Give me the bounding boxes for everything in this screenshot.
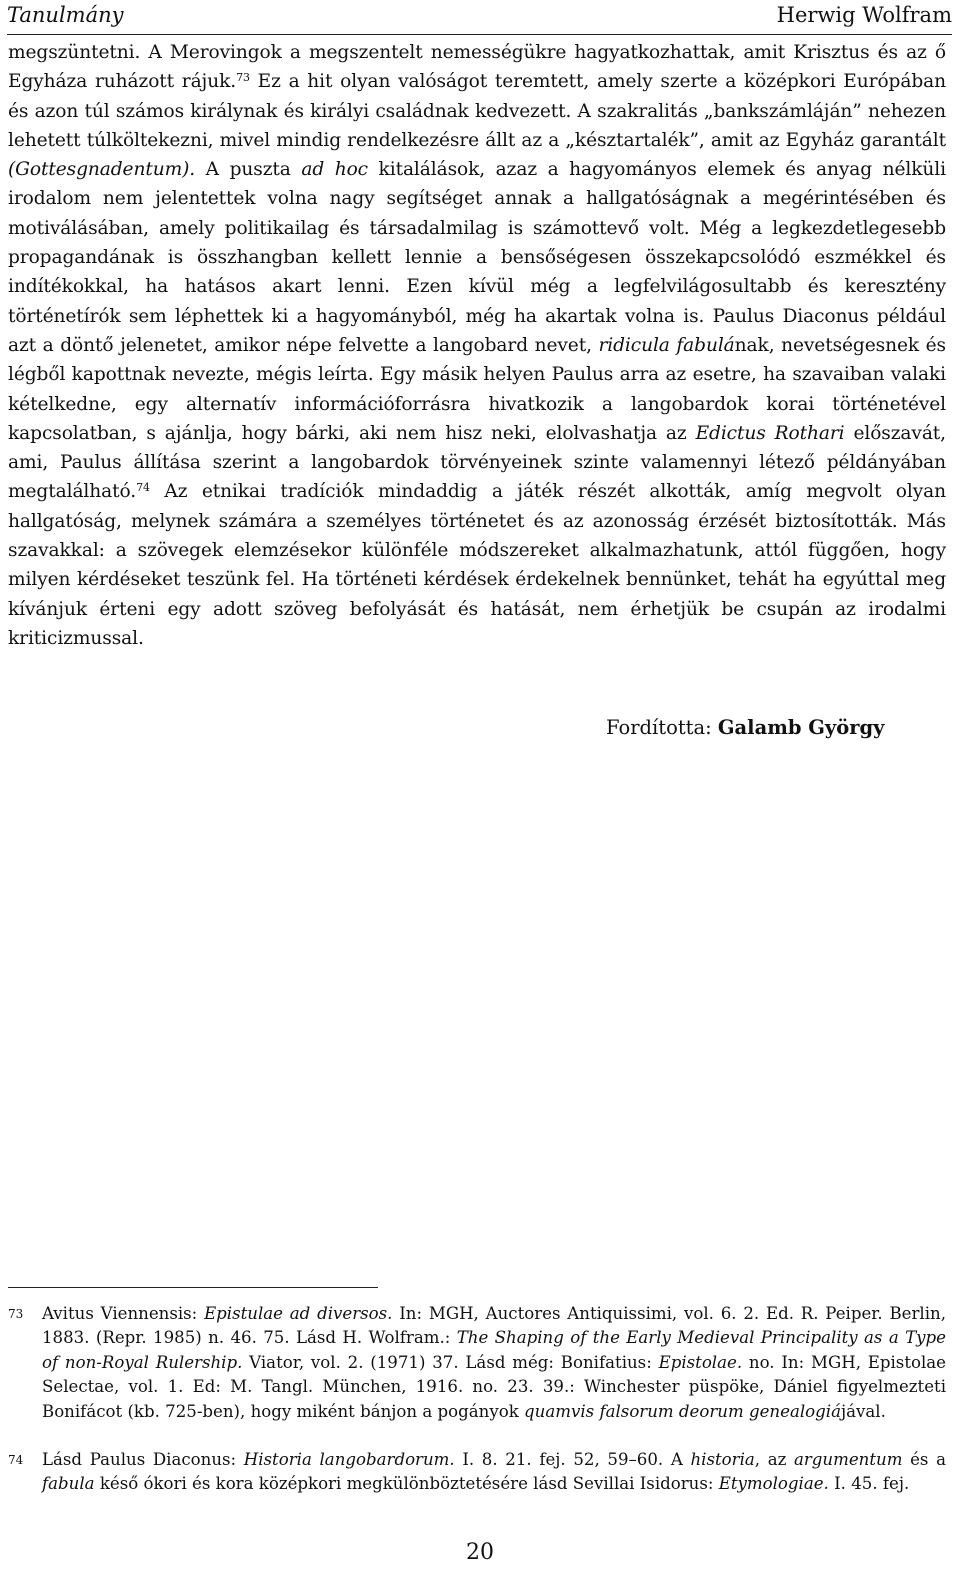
italic-term: Edictus Rothari xyxy=(695,422,845,444)
footnote-text xyxy=(42,1448,946,1497)
fn-segment: , az xyxy=(754,1450,794,1469)
fn-segment: Avitus Viennensis: xyxy=(42,1304,205,1323)
text-segment: előszavát, ami, Paulus állítása szerint a langobardok törvényeinek szinte valamennyi létező példányában megtalálható. xyxy=(8,422,946,503)
page-number: 20 xyxy=(466,1540,494,1565)
footnote-number: 74 xyxy=(8,1453,24,1467)
fn-segment: I. 45. fej. xyxy=(828,1474,910,1494)
section-label: Tanulmány xyxy=(7,3,124,27)
fn-italic: Etymologiae. xyxy=(718,1474,829,1494)
fn-italic: The Shaping of the Early Medieval Principality as a Type of non-Royal Rulership. xyxy=(42,1328,946,1372)
text-segment: Az etnikai tradíciók mindaddig a játék részét alkották, amíg megvolt olyan hallgatóság, melynek számára a személyes történetet és az azonosság érzését biztosították. Más szavakkal: a szövegek elemzésekor különféle módszereket alkalmazhatunk, attól függően, hogy milyen kérdéseket teszünk fel. Ha történeti kérdések érdekelnek bennünket, tehát ha egyúttal meg kívánjuk érteni egy adott szöveg befolyását és hatását, nem érhetjük be csupán az irodalmi kriticizmussal. xyxy=(8,481,946,649)
footnote-ref-73[interactable]: 73 xyxy=(236,71,250,85)
text-segment: A puszta xyxy=(195,159,302,181)
fn-italic: Epistulae ad diversos. xyxy=(204,1304,393,1323)
running-header xyxy=(7,0,952,35)
text-segment: megszüntetni. A Merovingok a megszentelt nemességükre hagyatkozhattak, amit Krisztus és az ő Egyháza ruházott rájuk. xyxy=(8,42,946,93)
text-segment: nak, nevetségesnek és légből kapottnak nevezte, mégis leírta. Egy másik helyen Paulus arra az esetre, ha szavaiban valaki kételkedne, egy alternatív információforrásra hivatkozik a langobardok korai történetével kapcsolatban, s ajánlja, hogy bárki, aki nem hisz neki, elolvashatja az xyxy=(8,334,946,444)
fn-italic: Historia langobardorum. xyxy=(243,1450,455,1469)
italic-term: ad hoc xyxy=(301,159,368,181)
fn-segment: Viator, vol. 2. (1971) 37. Lásd még: Bonifatius: xyxy=(242,1352,659,1372)
fn-italic: argumentum xyxy=(793,1450,903,1469)
fn-segment: Lásd Paulus Diaconus: xyxy=(42,1450,244,1469)
fn-italic: quamvis falsorum deorum genealogiá xyxy=(524,1401,841,1421)
fn-segment: I. 8. 21. fej. 52, 59–60. A xyxy=(454,1450,691,1469)
fn-italic: historia xyxy=(690,1450,755,1469)
footnote-ref-74[interactable]: 74 xyxy=(136,481,150,495)
translator-credit xyxy=(606,716,885,739)
main-paragraph xyxy=(8,38,946,653)
fn-segment: In: MGH, Auctores Antiquissimi, vol. 6. 2. Ed. R. Peiper. Berlin, 1883. (Repr. 1985) n. 46. 75. Lásd H. Wolfram.: xyxy=(42,1304,946,1348)
italic-term: ridicula fabulá xyxy=(598,334,735,356)
footnote-divider xyxy=(8,1287,378,1288)
fn-segment: no. In: MGH, Epistolae Selectae, vol. 1. Ed: M. Tangl. München, 1916. no. 23. 39.: Winchester püspöke, Dániel figyelmezteti Bonifácot (kb. 725-ben), hogy miként bánjon a pogányok xyxy=(42,1352,946,1421)
footnote-74 xyxy=(8,1448,946,1497)
italic-term: (Gottesgnadentum). xyxy=(8,159,196,181)
fn-segment: és a xyxy=(902,1450,946,1469)
translator-label: Fordította: xyxy=(606,716,718,739)
text-segment: Ez a hit olyan valóságot teremtett, amely szerte a középkori Európában és azon túl számos királynak és királyi családnak kedvezett. A szakralitás „bankszámláján” nehezen lehetett túlköltekezni, mivel mindig rendelkezésre állt az a „késztartalék”, amit az Egyház garantált xyxy=(8,71,946,151)
author-name: Herwig Wolfram xyxy=(776,3,952,27)
footnote-73 xyxy=(8,1302,946,1424)
fn-segment: jával. xyxy=(840,1401,886,1421)
translator-name: Galamb György xyxy=(717,716,885,739)
fn-italic: fabula xyxy=(42,1474,95,1494)
fn-segment: késő ókori és kora középkori megkülönböztetésére lásd Sevillai Isidorus: xyxy=(94,1474,719,1494)
fn-italic: Epistolae. xyxy=(658,1352,743,1372)
footnote-number: 73 xyxy=(8,1307,24,1321)
text-segment: kitalálások, azaz a hagyományos elemek és anyag nélküli irodalom nem jelentettek volna nagy segítséget annak a hallgatóságnak a megérintésében és motiválásában, amely politikailag és társadalmilag is számottevő volt. Még a legkezdetlegesebb propagandának is összhangban kellett lennie a bensőségesen összekapcsolódó eszmékkel és indítékokkal, ha hatásos akart lenni. Ezen kívül még a legfelvilágosultabb és keresztény történetírók sem léphettek ki a hagyományból, még ha akartak volna is. Paulus Diaconus például azt a döntő jelenetet, amikor népe felvette a langobard nevet, xyxy=(8,159,946,356)
footnote-text xyxy=(42,1302,946,1424)
